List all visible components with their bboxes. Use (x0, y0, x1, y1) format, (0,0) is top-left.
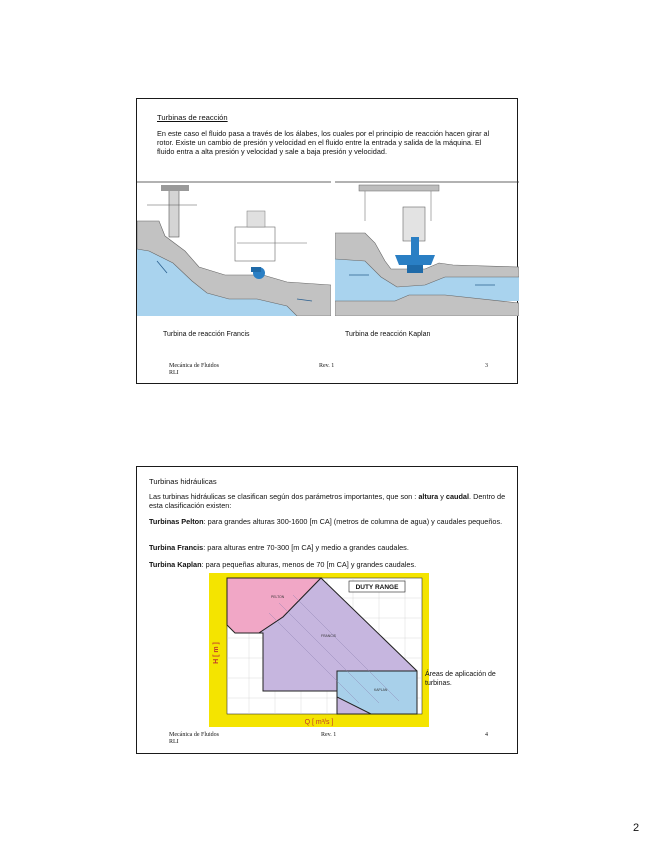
kaplan-region-label: KAPLAN (374, 688, 388, 692)
pelton-region-label: PELTON (271, 595, 285, 599)
slide-number: 3 (485, 363, 488, 369)
slide-title: Turbinas de reacción (157, 113, 228, 122)
paragraph-classification: Las turbinas hidráulicas se clasifican según dos parámetros importantes, que son : altura y caudal. Dentro de esta clasificación existen: (149, 492, 506, 510)
page-number: 2 (633, 822, 640, 834)
francis-turbine-figure (137, 181, 331, 316)
footer-revision: Rev. 1 (319, 363, 335, 369)
slide-title: Turbinas hidráulicas (149, 477, 217, 486)
duty-range-chart (209, 573, 429, 727)
y-axis-label: H [ m ] (213, 642, 220, 664)
slide-body: En este caso el fluido pasa a través de los álabes, los cuales por el principio de reacción hacen girar al rotor. Existe un cambio de presión y velocidad en el fluido entre la entrada y salida de la máquina. El fluido entra a alta presión y velocidad y sale a baja presión y velocidad. (157, 129, 490, 156)
footer-course: Mecánica de Fluidos RLI (169, 363, 219, 376)
paragraph-kaplan: Turbina Kaplan: para pequeñas alturas, menos de 70 [m CA] y grandes caudales. (149, 560, 417, 569)
chart-side-note: Áreas de aplicación de turbinas. (425, 671, 496, 687)
slide-4 (136, 466, 518, 754)
duty-range-label: DUTY RANGE (355, 584, 399, 591)
francis-region-label: FRANCIS (321, 634, 336, 638)
francis-caption: Turbina de reacción Francis (163, 331, 250, 338)
slide-3 (136, 98, 518, 384)
slide-number: 4 (485, 732, 488, 738)
footer-revision: Rev. 1 (321, 732, 337, 738)
paragraph-francis: Turbina Francis: para alturas entre 70-300 [m CA] y medio a grandes caudales. (149, 543, 409, 552)
paragraph-pelton: Turbinas Pelton: para grandes alturas 300-1600 [m CA] (metros de columna de agua) y caudales pequeños. (149, 517, 503, 526)
kaplan-turbine-figure (335, 181, 519, 316)
x-axis-label: Q [ m³/s ] (304, 719, 334, 726)
kaplan-caption: Turbina de reacción Kaplan (345, 331, 431, 338)
footer-course: Mecánica de Fluidos RLI (169, 732, 219, 745)
